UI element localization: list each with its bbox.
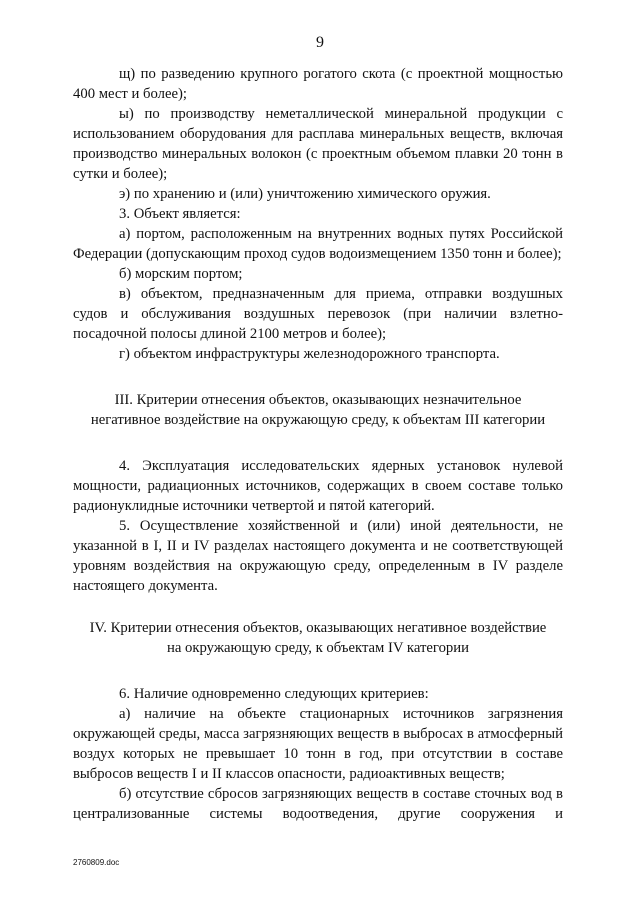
paragraph-e: э) по хранению и (или) уничтожению химического оружия. bbox=[119, 186, 491, 202]
section-iii-heading-line1: III. Критерии отнесения объектов, оказывающих незначительное bbox=[114, 392, 522, 408]
section-iii-heading-line2: негативное воздействие на окружающую среду, к объектам III категории bbox=[90, 412, 546, 428]
paragraph-6b: б) отсутствие сбросов загрязняющих веществ в составе сточных вод в централизованные системы водоотведения, другие сооружения и bbox=[73, 786, 563, 822]
document-body bbox=[73, 64, 563, 824]
section-iv-heading-line2: на окружающую среду, к объектам IV категории bbox=[166, 640, 469, 656]
paragraph-6: 6. Наличие одновременно следующих критериев: bbox=[119, 686, 429, 702]
page-number: 9 bbox=[316, 34, 324, 51]
paragraph-6a: а) наличие на объекте стационарных источников загрязнения окружающей среды, масса загрязняющих веществ в выбросах в атмосферный воздух которых не превышает 10 тонн в год, при отсутствии в составе выбросов веществ I и II классов опасности, радиоактивных веществ; bbox=[73, 706, 563, 782]
paragraph-shch: щ) по разведению крупного рогатого скота (с проектной мощностью 400 мест и более); bbox=[73, 66, 563, 102]
paragraph-5: 5. Осуществление хозяйственной и (или) иной деятельности, не указанной в I, II и IV разделах настоящего документа и не соответствующей уровням воздействия на окружающую среду, определенным в IV разделе настоящего документа. bbox=[73, 518, 563, 594]
paragraph-3: 3. Объект является: bbox=[119, 206, 241, 222]
paragraph-4: 4. Эксплуатация исследовательских ядерных установок нулевой мощности, радиационных источников, содержащих в своем составе только радионуклидные источники четвертой и пятой категорий. bbox=[73, 458, 563, 514]
paragraph-3g: г) объектом инфраструктуры железнодорожного транспорта. bbox=[119, 346, 500, 362]
paragraph-3b: б) морским портом; bbox=[119, 266, 243, 282]
paragraph-3v: в) объектом, предназначенным для приема, отправки воздушных судов и обслуживания воздушных перевозок (при наличии взлетно-посадочной полосы длиной 2100 метров и более); bbox=[73, 286, 563, 342]
paragraph-y: ы) по производству неметаллической минеральной продукции с использованием оборудования для расплава минеральных веществ, включая производство минеральных волокон (с проектным объемом плавки 20 тонн в сутки и более); bbox=[73, 106, 563, 182]
section-iv-heading-line1: IV. Критерии отнесения объектов, оказывающих негативное воздействие bbox=[89, 620, 547, 636]
paragraph-3a: а) портом, расположенным на внутренних водных путях Российской Федерации (допускающим проход судов водоизмещением 1350 тонн и более); bbox=[73, 226, 563, 262]
footer-document-code: 2760809.doc bbox=[73, 858, 120, 867]
